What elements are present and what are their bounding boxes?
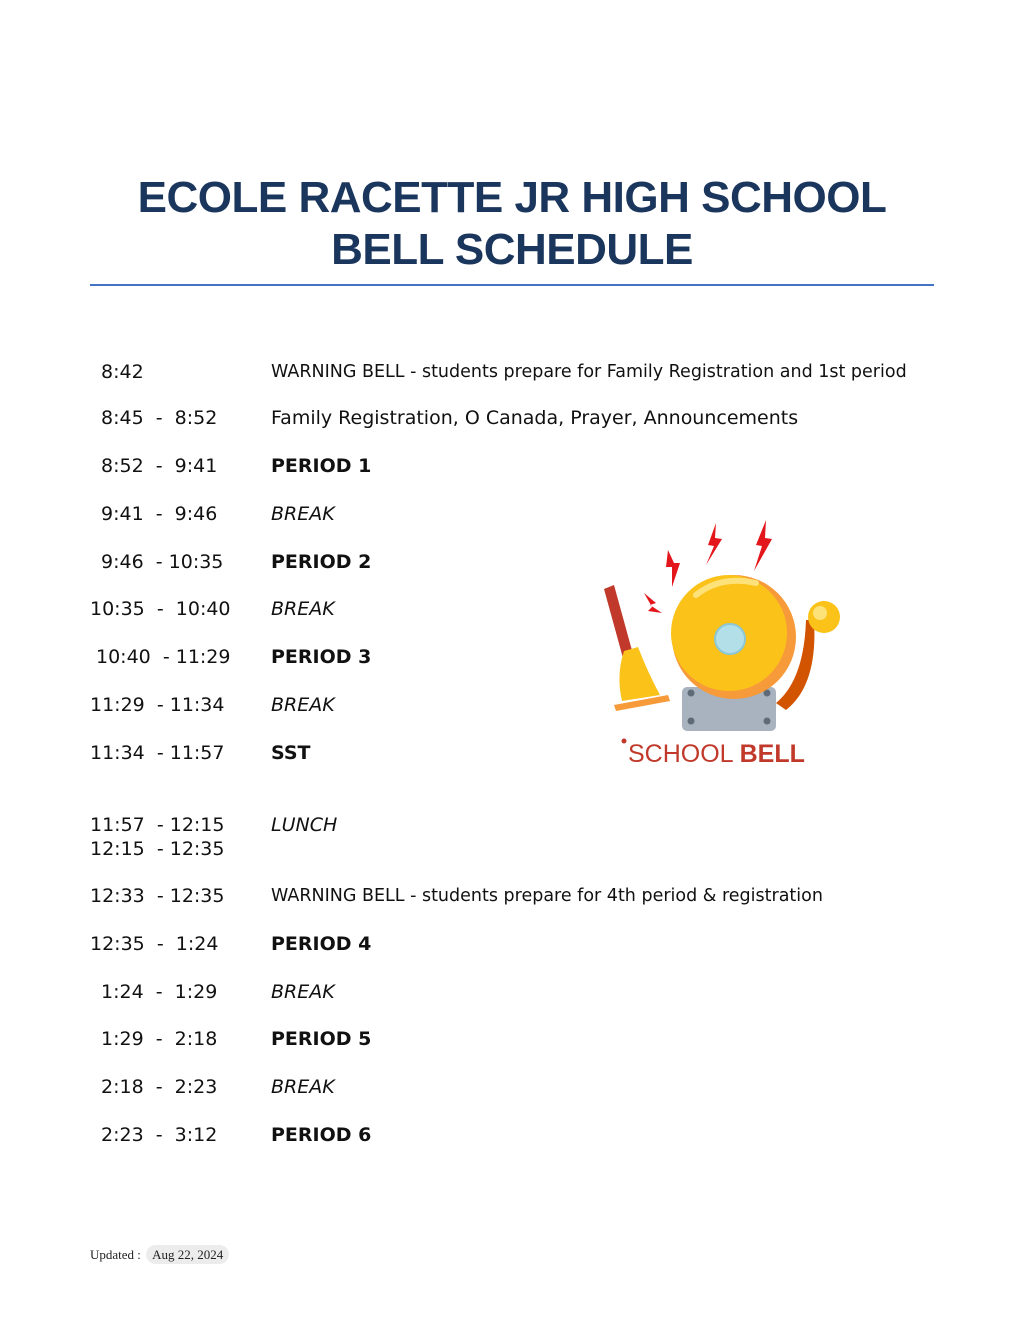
- schedule-activity: PERIOD 5: [271, 1028, 372, 1050]
- schedule-row: [0, 549, 1024, 575]
- schedule-activity: BREAK: [271, 981, 335, 1003]
- schedule-time: 2:18 - 2:23: [101, 1076, 218, 1098]
- schedule-activity: PERIOD 3: [271, 646, 372, 668]
- lightning-bolt-icon: [706, 523, 722, 565]
- updated-date: Aug 22, 2024: [146, 1245, 229, 1264]
- schedule-time: 8:45 - 8:52: [101, 407, 218, 429]
- schedule-time: 1:24 - 1:29: [101, 981, 218, 1003]
- schedule-activity: PERIOD 1: [271, 455, 372, 477]
- title-line-2: BELL SCHEDULE: [331, 225, 693, 274]
- schedule-time: 12:33 - 12:35: [90, 885, 225, 907]
- title-line-1: ECOLE RACETTE JR HIGH SCHOOL: [137, 173, 887, 222]
- schedule-time: 12:15 - 12:35: [90, 838, 225, 860]
- page-title: [0, 172, 1024, 276]
- schedule-time: 10:40 - 11:29: [96, 646, 231, 668]
- schedule-activity: BREAK: [271, 1076, 335, 1098]
- schedule-row: [0, 644, 1024, 670]
- lightning-bolt-icon: [644, 593, 662, 613]
- schedule-row: [0, 596, 1024, 622]
- schedule-activity: WARNING BELL - students prepare for 4th period & registration: [271, 886, 823, 906]
- schedule-activity: WARNING BELL - students prepare for Family Registration and 1st period: [271, 362, 907, 382]
- schedule-row: [0, 359, 1024, 385]
- updated-label: Updated :: [90, 1247, 141, 1262]
- school-bell-icon: [596, 515, 846, 775]
- schedule-time: 2:23 - 3:12: [101, 1124, 218, 1146]
- schedule-row: [0, 931, 1024, 957]
- title-divider: [90, 284, 934, 286]
- schedule-row: [0, 1074, 1024, 1100]
- bell-caption-part2: BELL: [739, 740, 805, 768]
- schedule-row: [0, 692, 1024, 718]
- bell-caption-part1: SCHOOL: [628, 740, 734, 768]
- schedule-time: 9:46 - 10:35: [101, 551, 224, 573]
- schedule-row: [0, 453, 1024, 479]
- schedule-activity: PERIOD 2: [271, 551, 372, 573]
- schedule-row: [0, 405, 1024, 431]
- schedule-activity: Family Registration, O Canada, Prayer, Announcements: [271, 407, 799, 429]
- footer-updated: [90, 1247, 229, 1263]
- schedule-time: 1:29 - 2:18: [101, 1028, 218, 1050]
- schedule-time: 10:35 - 10:40: [90, 598, 231, 620]
- schedule-row: [0, 979, 1024, 1005]
- schedule-activity: BREAK: [271, 694, 335, 716]
- schedule-row: [0, 883, 1024, 909]
- schedule-row: [0, 836, 1024, 862]
- schedule-time: 11:57 - 12:15: [90, 814, 225, 836]
- lightning-bolt-icon: [754, 520, 772, 571]
- schedule-time: 12:35 - 1:24: [90, 933, 219, 955]
- schedule-activity: PERIOD 4: [271, 933, 372, 955]
- schedule-time: 11:29 - 11:34: [90, 694, 225, 716]
- schedule-row: [0, 740, 1024, 766]
- schedule-time: 8:52 - 9:41: [101, 455, 218, 477]
- schedule-time: 8:42: [101, 361, 144, 383]
- schedule-activity: BREAK: [271, 503, 335, 525]
- schedule-time: 9:41 - 9:46: [101, 503, 218, 525]
- schedule-activity: SST: [271, 742, 311, 764]
- schedule-row: [0, 501, 1024, 527]
- schedule-time: 11:34 - 11:57: [90, 742, 225, 764]
- bell-caption: [628, 740, 805, 768]
- schedule-row: [0, 812, 1024, 838]
- lightning-bolt-icon: [666, 550, 680, 587]
- schedule-activity: PERIOD 6: [271, 1124, 372, 1146]
- schedule-row: [0, 1122, 1024, 1148]
- schedule-row: [0, 1026, 1024, 1052]
- schedule-activity: BREAK: [271, 598, 335, 620]
- schedule-activity: LUNCH: [271, 814, 338, 836]
